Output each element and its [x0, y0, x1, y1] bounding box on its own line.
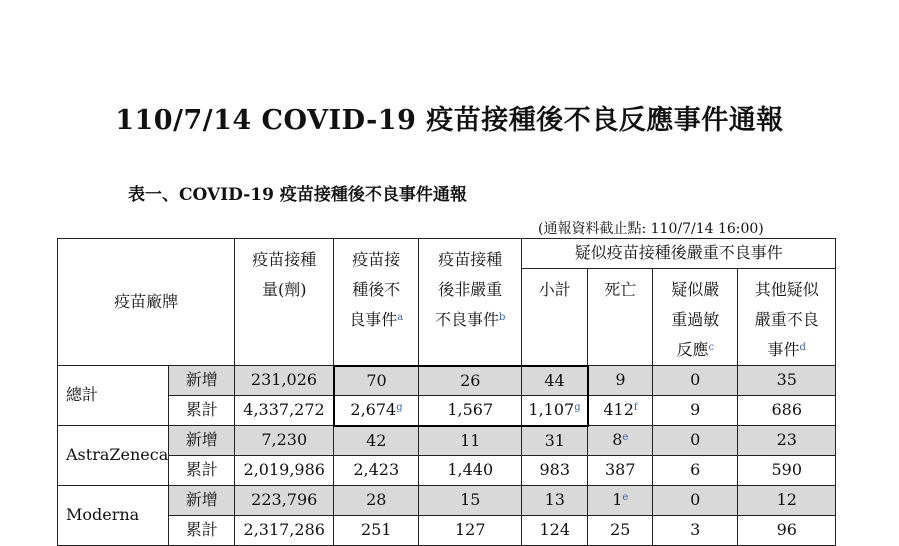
header-adverse-events — [334, 239, 419, 366]
cell-other: 35 — [738, 366, 836, 396]
footnote-marker: a — [397, 312, 404, 323]
header-serious-group: 疑似疫苗接種後嚴重不良事件 — [522, 239, 836, 269]
cell-subtotal — [522, 396, 588, 426]
cell-allergy: 6 — [653, 456, 738, 486]
header-row-1 — [58, 239, 836, 269]
row-label-cumulative: 累計 — [169, 396, 235, 426]
row-label-new: 新增 — [169, 486, 235, 516]
table-row — [58, 486, 836, 516]
cell-doses: 2,019,986 — [235, 456, 334, 486]
cell-allergy: 0 — [653, 426, 738, 456]
footnote-marker: f — [633, 402, 638, 414]
header-doses-line1: 疫苗接種 — [252, 250, 317, 269]
cell-value: 1,107 — [528, 400, 575, 420]
cell-other: 96 — [738, 516, 836, 546]
cell-non-serious: 11 — [419, 426, 522, 456]
group-name-total: 總計 — [58, 366, 169, 426]
table-row — [58, 366, 836, 396]
cell-allergy: 0 — [653, 366, 738, 396]
footnote-marker: g — [574, 402, 581, 414]
header-ae-line1: 疫苗接 — [352, 250, 401, 269]
header-allergy — [653, 269, 738, 366]
cell-non-serious: 1,440 — [419, 456, 522, 486]
adverse-events-table — [57, 238, 836, 546]
header-other-line1: 其他疑似 — [754, 280, 819, 299]
header-ae-line3: 良事件 — [349, 310, 398, 329]
header-doses — [235, 239, 334, 366]
header-subtotal: 小計 — [522, 269, 588, 366]
cell-doses: 4,337,272 — [235, 396, 334, 426]
header-brand: 疫苗廠牌 — [58, 239, 235, 366]
cell-adverse-events: 251 — [334, 516, 419, 546]
cell-other: 12 — [738, 486, 836, 516]
header-ae-line2: 種後不 — [352, 280, 401, 299]
header-ns-line3: 不良事件 — [435, 310, 500, 329]
data-cutoff-note: (通報資料截止點: 110/7/14 16:00) — [538, 221, 764, 237]
cell-death: 387 — [588, 456, 653, 486]
row-label-new: 新增 — [169, 426, 235, 456]
footnote-marker: e — [622, 492, 629, 504]
group-name-astrazeneca: AstraZeneca — [58, 426, 169, 486]
header-other-line3: 事件 — [767, 340, 800, 359]
table-caption: 表一、COVID-19 疫苗接種後不良事件通報 — [128, 185, 467, 205]
cell-doses: 2,317,286 — [235, 516, 334, 546]
cell-adverse-events: 2,423 — [334, 456, 419, 486]
cell-subtotal: 31 — [522, 426, 588, 456]
cell-adverse-events: 42 — [334, 426, 419, 456]
footnote-marker: c — [708, 342, 715, 353]
cell-death: 9 — [588, 366, 653, 396]
header-allergy-line2: 重過敏 — [671, 310, 720, 329]
cell-allergy: 3 — [653, 516, 738, 546]
footnote-marker: e — [622, 432, 629, 444]
header-doses-line2: 量(劑) — [262, 280, 307, 299]
header-non-serious — [419, 239, 522, 366]
cell-subtotal: 44 — [522, 366, 588, 396]
cell-other: 686 — [738, 396, 836, 426]
header-allergy-line3: 反應 — [676, 340, 709, 359]
footnote-marker: b — [499, 312, 506, 323]
cell-non-serious: 26 — [419, 366, 522, 396]
cell-other: 590 — [738, 456, 836, 486]
cell-value: 8 — [612, 430, 623, 450]
cell-value: 1 — [612, 490, 623, 510]
cell-value: 2,674 — [350, 400, 397, 420]
cell-non-serious: 127 — [419, 516, 522, 546]
cell-death — [588, 486, 653, 516]
cell-adverse-events: 70 — [334, 366, 419, 396]
cell-other: 23 — [738, 426, 836, 456]
cell-non-serious: 15 — [419, 486, 522, 516]
table-row — [58, 516, 836, 546]
cell-adverse-events: 28 — [334, 486, 419, 516]
footnote-marker: g — [396, 402, 403, 414]
cell-subtotal: 13 — [522, 486, 588, 516]
footnote-marker: d — [799, 342, 806, 353]
cell-doses: 7,230 — [235, 426, 334, 456]
header-other-line2: 嚴重不良 — [754, 310, 819, 329]
table-row — [58, 396, 836, 426]
header-death: 死亡 — [588, 269, 653, 366]
table-row — [58, 456, 836, 486]
header-allergy-line1: 疑似嚴 — [671, 280, 720, 299]
row-label-cumulative: 累計 — [169, 456, 235, 486]
group-name-moderna: Moderna — [58, 486, 169, 546]
cell-doses: 223,796 — [235, 486, 334, 516]
row-label-cumulative: 累計 — [169, 516, 235, 546]
header-ns-line1: 疫苗接種 — [438, 250, 503, 269]
cell-adverse-events — [334, 396, 419, 426]
cell-subtotal: 124 — [522, 516, 588, 546]
page-title: 110/7/14 COVID-19 疫苗接種後不良反應事件通報 — [115, 105, 784, 136]
cell-doses: 231,026 — [235, 366, 334, 396]
header-ns-line2: 後非嚴重 — [438, 280, 503, 299]
cell-death — [588, 426, 653, 456]
cell-death — [588, 396, 653, 426]
header-other — [738, 269, 836, 366]
row-label-new: 新增 — [169, 366, 235, 396]
cell-non-serious: 1,567 — [419, 396, 522, 426]
cell-allergy: 9 — [653, 396, 738, 426]
cell-allergy: 0 — [653, 486, 738, 516]
cell-value: 412 — [603, 400, 634, 420]
cell-subtotal: 983 — [522, 456, 588, 486]
table-row — [58, 426, 836, 456]
cell-death: 25 — [588, 516, 653, 546]
